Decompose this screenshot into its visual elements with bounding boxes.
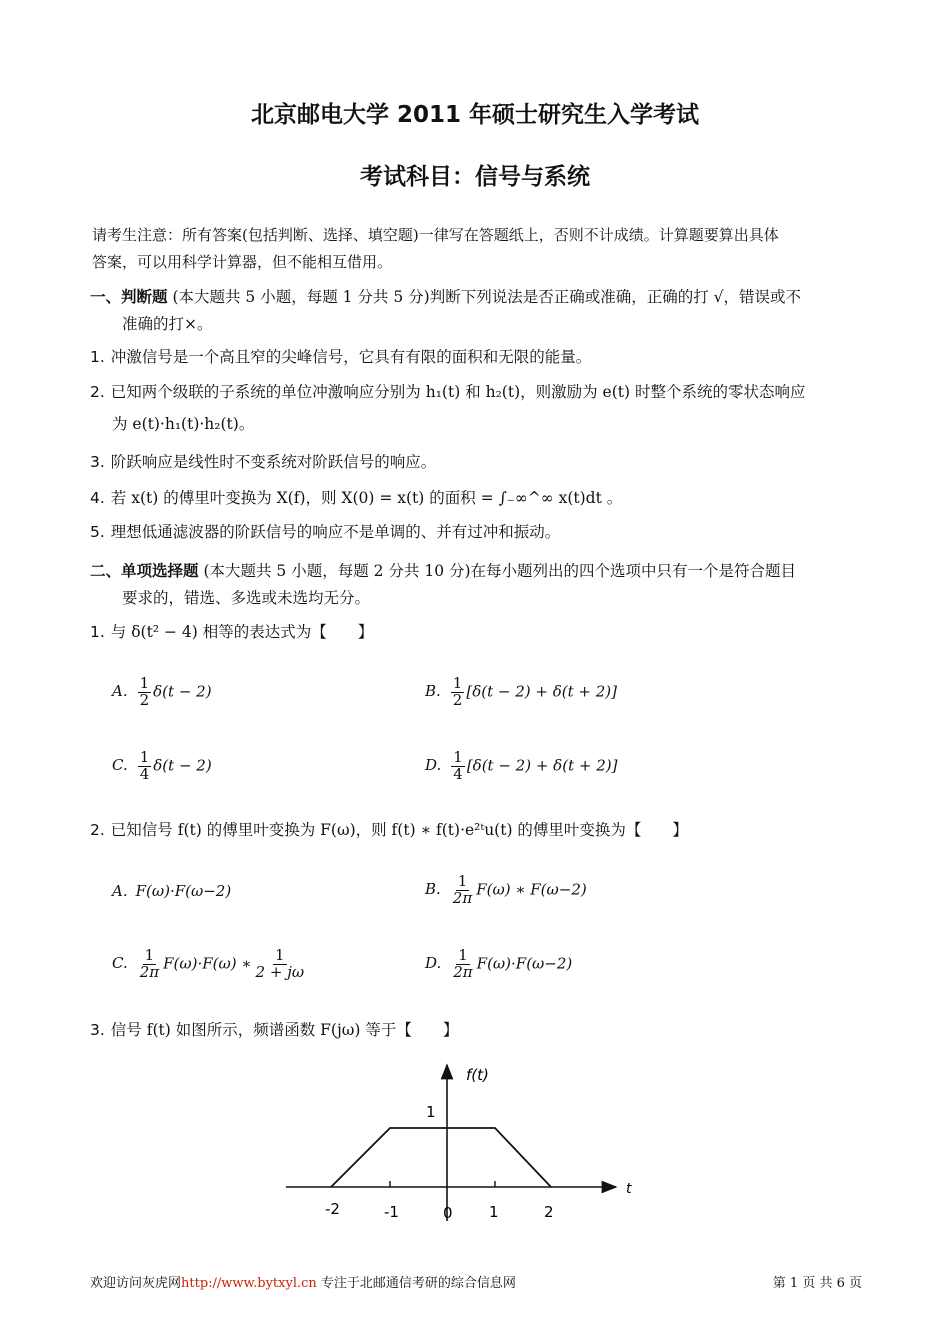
judge-item-2 — [90, 376, 862, 440]
q1-option-b — [425, 676, 617, 709]
y-axis-label: f(t) — [466, 1066, 489, 1084]
option-expression: [δ(t − 2) + δ(t + 2)] — [466, 682, 617, 701]
fraction-denominator: 2π — [452, 888, 473, 907]
fraction-numerator: 1 — [453, 748, 463, 766]
section-2-desc: (本大题共 5 小题，每题 2 分共 10 分)在每小题列出的四个选项中只有一个是符合题目 — [203, 562, 797, 580]
option-label: C. — [112, 756, 128, 775]
question-number: 3. — [90, 1021, 105, 1039]
option-label: B. — [425, 880, 441, 899]
q1-option-d — [425, 750, 617, 783]
item-text: 若 x(t) 的傅里叶变换为 X(f)，则 X(0) = x(t) 的面积 = ∫₋∞^∞ x(t)dt 。 — [110, 489, 623, 507]
fraction-numerator: 1 — [139, 674, 150, 692]
tick-label: 1 — [489, 1203, 499, 1221]
fraction-numerator: 1 — [275, 946, 285, 964]
item-text: 冲激信号是一个高且窄的尖峰信号，它具有有限的面积和无限的能量。 — [110, 348, 592, 366]
q2-option-d — [425, 948, 572, 981]
page-footer — [90, 1272, 862, 1291]
signal-curve — [331, 1128, 551, 1187]
q2-option-c — [112, 948, 308, 981]
fraction — [138, 750, 152, 783]
level-label: 1 — [426, 1103, 436, 1121]
q2-option-b — [425, 874, 587, 907]
item-text: 理想低通滤波器的阶跃信号的响应不是单调的、并有过冲和振动。 — [110, 523, 561, 541]
q2-option-a — [112, 882, 231, 900]
option-label: D. — [425, 954, 442, 973]
option-label: D. — [425, 756, 442, 775]
section-2-desc-2: 要求的，错选、多选或未选均无分。 — [122, 589, 371, 607]
section-2-header — [90, 558, 862, 612]
fraction-denominator: 2 — [139, 690, 150, 709]
fraction — [451, 874, 474, 907]
fraction-numerator: 1 — [144, 946, 155, 964]
choice-question-1 — [90, 616, 862, 648]
fraction-denominator: 2 + jω — [255, 962, 305, 981]
option-expression: [δ(t − 2) + δ(t + 2)] — [466, 756, 618, 775]
option-label: B. — [425, 682, 441, 701]
footer-right-text: 专注于北邮通信考研的综合信息网 — [320, 1276, 516, 1291]
notice — [92, 222, 862, 276]
judge-item-3 — [90, 446, 862, 478]
q1-option-c — [112, 750, 212, 783]
choice-question-3 — [90, 1014, 862, 1046]
notice-line: 请考生注意：所有答案(包括判断、选择、填空题)一律写在答题纸上，否则不计成绩。计算题要算出具体 — [92, 226, 779, 244]
fraction — [138, 676, 152, 709]
option-expression: F(ω)·F(ω−2) — [135, 882, 232, 900]
question-text: 与 δ(t² − 4) 相等的表达式为【 】 — [110, 623, 374, 641]
exam-subject: 考试科目：信号与系统 — [360, 164, 590, 190]
section-1-desc: (本大题共 5 小题，每题 1 分共 5 分)判断下列说法是否正确或准确，正确的打 √，错误或不 — [172, 288, 802, 306]
item-number: 3. — [90, 453, 105, 471]
fraction — [451, 948, 474, 981]
item-number: 4. — [90, 489, 105, 507]
page-number: 第 1 页 共 6 页 — [772, 1276, 862, 1291]
tick-label: -1 — [384, 1203, 399, 1221]
judge-item-1 — [90, 341, 862, 373]
tick-label: 0 — [443, 1204, 453, 1222]
fraction-denominator: 2π — [453, 962, 473, 981]
fraction — [451, 750, 465, 783]
tick-label: -2 — [325, 1200, 340, 1218]
question-text: 已知信号 f(t) 的傅里叶变换为 F(ω)，则 f(t) ∗ f(t)·e²ᵗu(t) 的傅里叶变换为【 】 — [110, 821, 688, 839]
fraction — [451, 676, 465, 709]
judge-item-5 — [90, 516, 862, 548]
item-text-cont: 为 e(t)·h₁(t)·h₂(t)。 — [112, 415, 255, 433]
judge-item-4 — [90, 482, 862, 514]
question-number: 2. — [90, 821, 105, 839]
option-label: C. — [112, 954, 128, 973]
item-number: 1. — [90, 348, 105, 366]
item-text: 阶跃响应是线性时不变系统对阶跃信号的响应。 — [110, 453, 437, 471]
notice-line: 答案，可以用科学计算器，但不能相互借用。 — [92, 253, 393, 271]
question-number: 1. — [90, 623, 105, 641]
q1-option-a — [112, 676, 212, 709]
fraction-numerator: 1 — [457, 872, 468, 890]
fraction-numerator: 1 — [139, 748, 150, 766]
footer-left-text: 欢迎访问灰虎网 — [90, 1276, 182, 1291]
fraction — [254, 948, 307, 981]
option-expression: F(ω)·F(ω) ∗ — [163, 954, 252, 973]
section-1-desc-2: 准确的打×。 — [122, 315, 213, 333]
fraction-numerator: 1 — [458, 946, 468, 964]
item-number: 2. — [90, 383, 105, 401]
option-expression: F(ω) ∗ F(ω−2) — [476, 880, 587, 899]
option-expression: δ(t − 2) — [153, 756, 212, 775]
fraction-numerator: 1 — [452, 674, 463, 692]
section-1-header — [90, 284, 862, 338]
item-number: 5. — [90, 523, 105, 541]
section-1-title: 一、判断题 — [90, 288, 168, 306]
choice-question-2 — [90, 814, 862, 846]
signal-figure — [280, 1055, 640, 1235]
option-label: A. — [112, 682, 128, 701]
option-expression: δ(t − 2) — [153, 682, 212, 701]
fraction-denominator: 4 — [139, 764, 150, 783]
fraction-denominator: 2π — [139, 962, 160, 981]
item-text: 已知两个级联的子系统的单位冲激响应分别为 h₁(t) 和 h₂(t)，则激励为 e(t) 时整个系统的零状态响应 — [110, 383, 806, 401]
fraction-denominator: 4 — [453, 764, 463, 783]
fraction — [138, 948, 161, 981]
footer-url[interactable]: http://www.bytxyl.cn — [181, 1276, 317, 1291]
question-text: 信号 f(t) 如图所示，频谱函数 F(jω) 等于【 】 — [110, 1021, 459, 1039]
option-label: A. — [112, 882, 128, 900]
fraction-denominator: 2 — [452, 690, 463, 709]
x-axis-label: t — [626, 1181, 632, 1197]
option-expression: F(ω)·F(ω−2) — [476, 954, 573, 973]
exam-title: 北京邮电大学 2011 年硕士研究生入学考试 — [250, 102, 700, 128]
tick-label: 2 — [544, 1203, 554, 1221]
section-2-title: 二、单项选择题 — [90, 562, 199, 580]
